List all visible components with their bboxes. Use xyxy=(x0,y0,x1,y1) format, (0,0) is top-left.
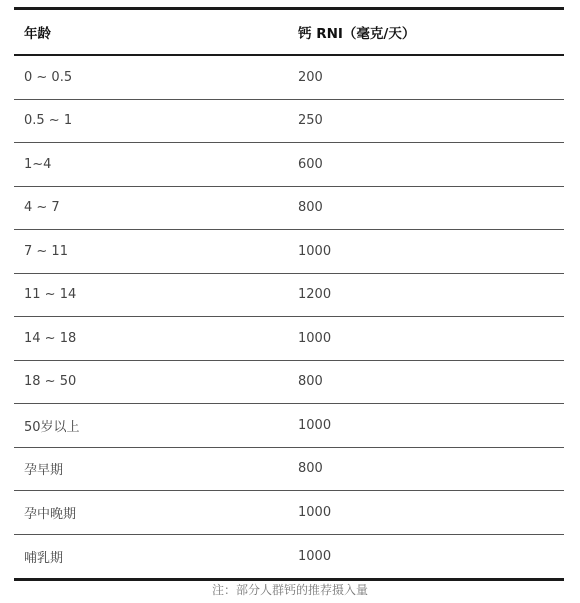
calcium-rni-table xyxy=(14,7,564,581)
age-cell: 0.5 ~ 1 xyxy=(24,113,73,129)
age-cell: 4 ~ 7 xyxy=(24,200,60,216)
age-cell: 孕早期 xyxy=(24,463,64,479)
rni-cell: 800 xyxy=(298,374,323,390)
table-row xyxy=(14,448,564,492)
age-cell: 7 ~ 11 xyxy=(24,243,68,259)
age-cell: 1~4 xyxy=(24,156,52,172)
age-cell: 孕中晚期 xyxy=(24,506,77,522)
table-row xyxy=(14,491,564,535)
age-cell: 0 ~ 0.5 xyxy=(24,69,73,85)
rni-cell: 1000 xyxy=(298,548,332,564)
rni-cell: 1000 xyxy=(298,243,332,259)
table-header-row xyxy=(14,10,564,56)
table-row xyxy=(14,361,564,405)
table-row xyxy=(14,230,564,274)
table-caption: 注：部分人群钙的推荐摄入量 xyxy=(211,583,368,597)
age-cell: 哺乳期 xyxy=(24,550,64,566)
table-row xyxy=(14,317,564,361)
table-row xyxy=(14,535,564,579)
table-row xyxy=(14,100,564,144)
age-cell: 50岁以上 xyxy=(24,419,80,435)
rni-cell: 200 xyxy=(298,69,323,85)
table-row xyxy=(14,404,564,448)
header-age: 年龄 xyxy=(24,26,51,42)
rni-cell: 1000 xyxy=(298,417,332,433)
age-cell: 14 ~ 18 xyxy=(24,330,77,346)
header-rni: 钙 RNI（毫克/天） xyxy=(298,26,416,42)
table-row xyxy=(14,143,564,187)
rni-cell: 1200 xyxy=(298,287,332,303)
rni-cell: 250 xyxy=(298,113,323,129)
rni-cell: 800 xyxy=(298,461,323,477)
rni-cell: 800 xyxy=(298,200,323,216)
table-row xyxy=(14,187,564,231)
age-cell: 11 ~ 14 xyxy=(24,287,77,303)
rni-cell: 1000 xyxy=(298,330,332,346)
table-row xyxy=(14,274,564,318)
age-cell: 18 ~ 50 xyxy=(24,374,77,390)
table-row xyxy=(14,56,564,100)
rni-cell: 1000 xyxy=(298,504,332,520)
rni-cell: 600 xyxy=(298,156,323,172)
